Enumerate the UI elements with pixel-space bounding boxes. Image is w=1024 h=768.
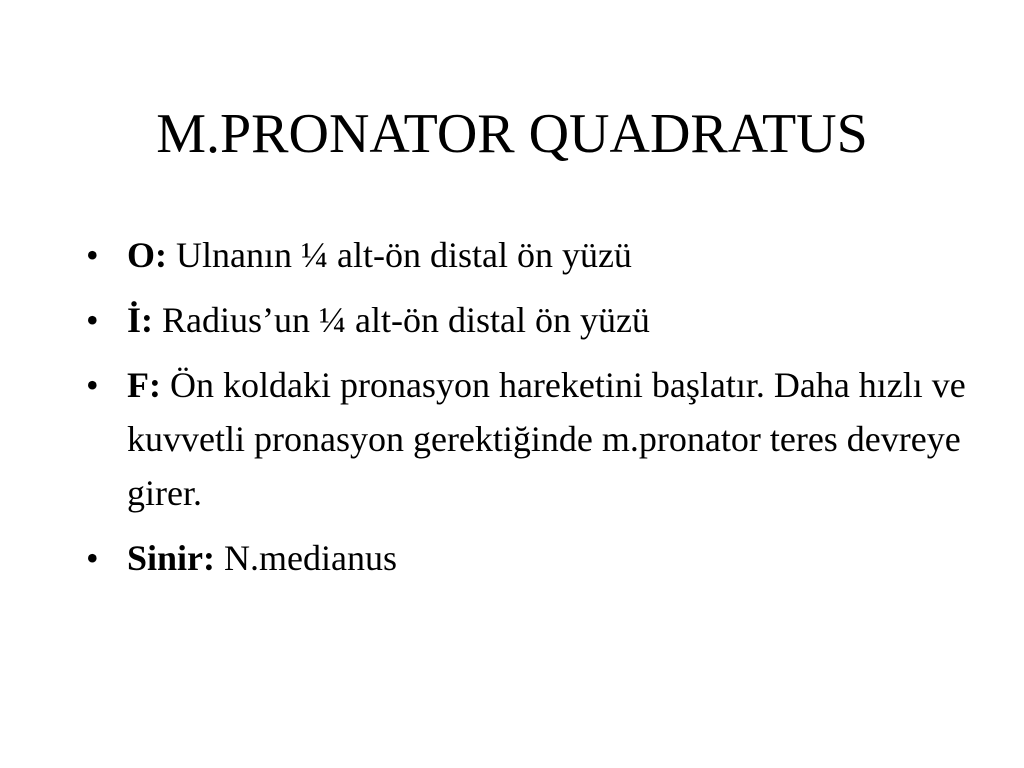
slide-title: M.PRONATOR QUADRATUS [156,103,868,165]
bullet-icon: • [86,300,99,340]
bullet-text: N.medianus [215,538,397,578]
bullet-label: F: [127,365,161,405]
bullet-text: Ön koldaki pronasyon hareketini başlatır. Daha hızlı ve kuvvetli pronasyon gerektiğinde m.pronator teres devreye girer. [127,365,966,513]
bullet-text: Ulnanın ¼ alt-ön distal ön yüzü [167,235,632,275]
bullet-item-insertion [86,293,986,347]
bullet-item-nerve [86,531,986,585]
bullet-text: Radius’un ¼ alt-ön distal ön yüzü [153,300,650,340]
bullet-list [86,228,986,596]
bullet-label: Sinir: [127,538,216,578]
bullet-icon: • [86,538,99,578]
bullet-label: O: [127,235,167,275]
bullet-item-function [86,358,986,520]
bullet-label: İ: [127,300,153,340]
bullet-icon: • [86,365,99,405]
bullet-icon: • [86,235,99,275]
bullet-item-origin [86,228,986,282]
